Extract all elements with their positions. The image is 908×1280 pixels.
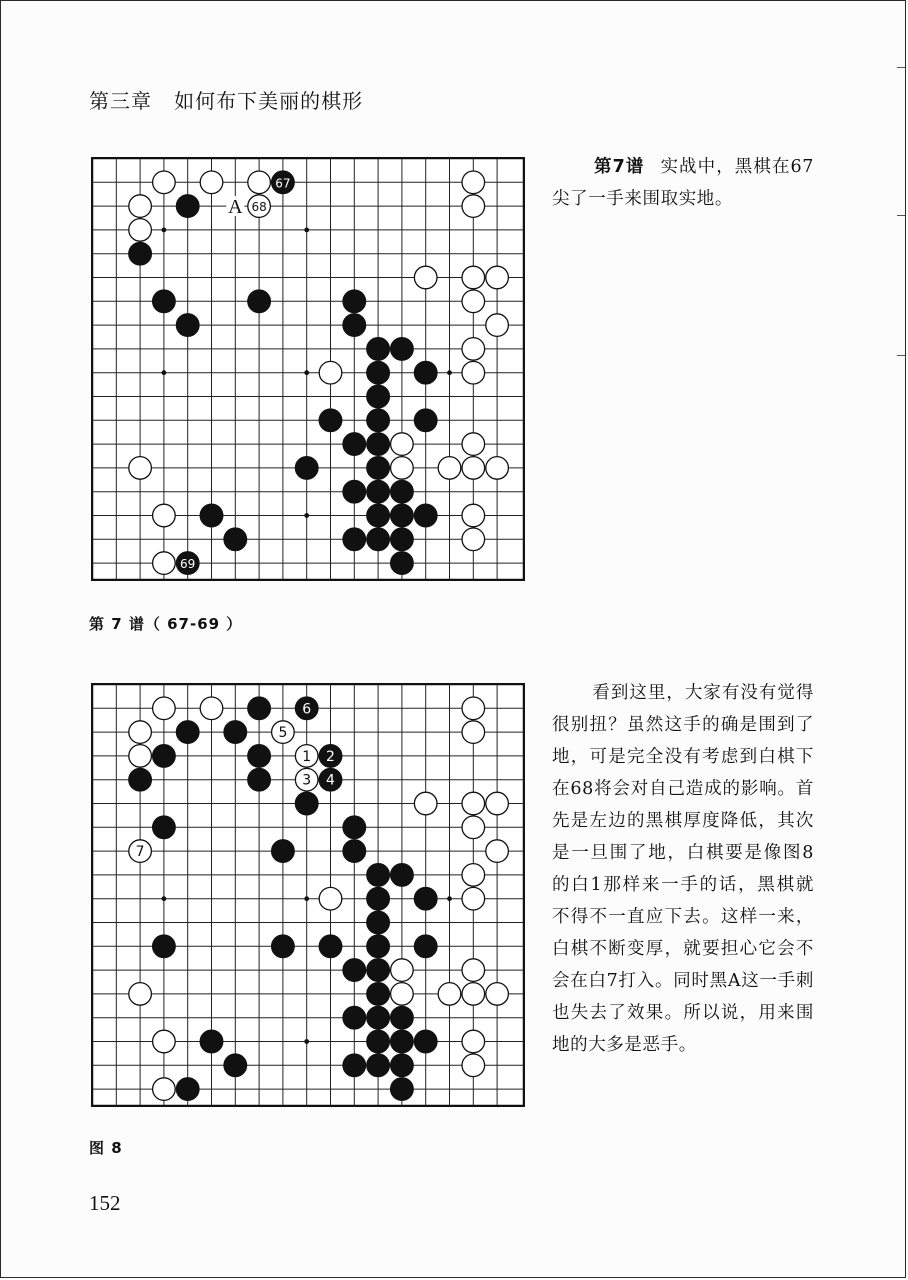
white-stone <box>391 433 414 456</box>
white-stone <box>462 959 485 982</box>
white-stone <box>486 792 509 815</box>
move-number: 7 <box>135 844 145 861</box>
black-stone <box>248 290 271 313</box>
black-stone <box>367 911 390 934</box>
black-stone <box>343 480 366 503</box>
white-stone <box>153 697 176 720</box>
white-stone <box>486 314 509 337</box>
move-number: 68 <box>251 200 267 215</box>
white-stone <box>462 721 485 744</box>
page-number: 152 <box>89 1191 121 1215</box>
black-stone <box>391 1006 414 1029</box>
black-stone <box>319 409 342 432</box>
black-stone <box>343 290 366 313</box>
black-stone <box>414 504 437 527</box>
white-stone <box>462 983 485 1006</box>
white-stone <box>153 1030 176 1053</box>
black-stone <box>391 338 414 361</box>
black-stone <box>343 1006 366 1029</box>
black-stone <box>153 290 176 313</box>
black-stone <box>367 1054 390 1077</box>
label-a: A <box>228 196 243 219</box>
move-number: 4 <box>326 772 335 789</box>
white-stone <box>462 290 485 313</box>
commentary-title: 第7谱 <box>594 157 645 177</box>
white-stone <box>248 171 271 194</box>
black-stone <box>129 768 152 791</box>
white-stone <box>129 457 152 480</box>
white-stone <box>486 983 509 1006</box>
move-number: 67 <box>275 176 291 191</box>
black-stone <box>343 1054 366 1077</box>
margin-tick <box>897 215 905 216</box>
black-stone <box>414 887 437 910</box>
black-stone <box>414 409 437 432</box>
white-stone <box>462 697 485 720</box>
black-stone <box>391 504 414 527</box>
star-point <box>304 1039 309 1044</box>
white-stone <box>462 171 485 194</box>
white-stone <box>153 1078 176 1101</box>
black-stone <box>343 433 366 456</box>
white-stone <box>129 195 152 218</box>
go-board-figure-7 <box>91 157 525 581</box>
black-stone <box>224 721 247 744</box>
white-stone <box>391 457 414 480</box>
commentary-text-2: 看到这里，大家有没有觉得很别扭？虽然这手的确是围到了地，可是完全没有考虑到白棋下在68将会对自己造成的影响。首先是左边的黑棋厚度降低，其次是一旦围了地，白棋要是像图8的白1那样来一手的话，黑棋就不得不一直应下去。这样一来，白棋不断变厚，就要担心它会不会在白7打入。同时黑A这一手刺也失去了效果。所以说，用来围地的大多是恶手。 <box>552 683 814 1055</box>
black-stone <box>153 745 176 768</box>
black-stone <box>343 959 366 982</box>
white-stone <box>153 552 176 575</box>
black-stone <box>367 457 390 480</box>
white-stone <box>414 266 437 289</box>
white-stone <box>462 816 485 839</box>
black-stone <box>367 864 390 887</box>
black-stone <box>224 1054 247 1077</box>
black-stone <box>343 840 366 863</box>
move-number: 6 <box>302 701 312 718</box>
black-stone <box>367 409 390 432</box>
black-stone <box>367 959 390 982</box>
commentary-figure-8 <box>552 677 814 1061</box>
black-stone <box>153 816 176 839</box>
black-stone <box>272 840 295 863</box>
move-number: 3 <box>302 772 312 789</box>
white-stone <box>129 745 152 768</box>
black-stone <box>343 816 366 839</box>
black-stone <box>367 433 390 456</box>
star-point <box>447 896 452 901</box>
black-stone <box>176 195 199 218</box>
move-number: 69 <box>180 557 196 572</box>
white-stone <box>129 721 152 744</box>
white-stone <box>462 361 485 384</box>
black-stone <box>414 1030 437 1053</box>
white-stone <box>438 457 461 480</box>
white-stone <box>200 171 223 194</box>
go-board-figure-8 <box>91 683 525 1107</box>
black-stone <box>367 528 390 551</box>
star-point <box>162 228 167 233</box>
white-stone <box>462 1030 485 1053</box>
black-stone <box>367 935 390 958</box>
black-stone <box>391 552 414 575</box>
white-stone <box>462 864 485 887</box>
white-stone <box>391 959 414 982</box>
white-stone <box>462 504 485 527</box>
star-point <box>304 370 309 375</box>
white-stone <box>462 887 485 910</box>
star-point <box>162 370 167 375</box>
commentary-text-1: 实战中，黑棋在67尖了一手来围取实地。 <box>552 157 814 209</box>
black-stone <box>129 242 152 265</box>
black-stone <box>200 1030 223 1053</box>
black-stone <box>319 935 342 958</box>
black-stone <box>367 480 390 503</box>
white-stone <box>462 528 485 551</box>
black-stone <box>343 314 366 337</box>
white-stone <box>319 887 342 910</box>
black-stone <box>295 792 318 815</box>
black-stone <box>343 528 366 551</box>
black-stone <box>367 361 390 384</box>
margin-tick <box>897 67 905 68</box>
black-stone <box>248 697 271 720</box>
star-point <box>304 228 309 233</box>
figure-7-caption: 第 7 谱（ 67-69 ） <box>89 615 243 633</box>
black-stone <box>248 745 271 768</box>
black-stone <box>272 935 295 958</box>
white-stone <box>438 983 461 1006</box>
black-stone <box>367 504 390 527</box>
white-stone <box>462 457 485 480</box>
black-stone <box>176 721 199 744</box>
black-stone <box>153 935 176 958</box>
white-stone <box>462 338 485 361</box>
chapter-title: 如何布下美丽的棋形 <box>174 89 364 113</box>
black-stone <box>248 768 271 791</box>
white-stone <box>462 433 485 456</box>
black-stone <box>295 457 318 480</box>
move-number: 2 <box>326 748 335 765</box>
black-stone <box>391 1030 414 1053</box>
black-stone <box>367 983 390 1006</box>
white-stone <box>153 504 176 527</box>
black-stone <box>176 314 199 337</box>
star-point <box>162 896 167 901</box>
white-stone <box>486 457 509 480</box>
chapter-number: 第三章 <box>89 89 152 113</box>
star-point <box>304 896 309 901</box>
move-number: 1 <box>302 748 312 765</box>
black-stone <box>200 504 223 527</box>
black-stone <box>367 887 390 910</box>
star-point <box>447 370 452 375</box>
move-number: 5 <box>278 725 288 742</box>
black-stone <box>367 1030 390 1053</box>
white-stone <box>129 983 152 1006</box>
margin-tick <box>897 355 905 356</box>
black-stone <box>391 528 414 551</box>
commentary-figure-7 <box>552 151 814 215</box>
black-stone <box>391 480 414 503</box>
white-stone <box>391 983 414 1006</box>
star-point <box>304 513 309 518</box>
black-stone <box>367 1006 390 1029</box>
white-stone <box>200 697 223 720</box>
white-stone <box>414 792 437 815</box>
black-stone <box>414 935 437 958</box>
white-stone <box>486 266 509 289</box>
black-stone <box>391 1078 414 1101</box>
white-stone <box>486 840 509 863</box>
figure-8-caption: 图 8 <box>89 1139 123 1157</box>
black-stone <box>367 338 390 361</box>
white-stone <box>462 1054 485 1077</box>
white-stone <box>462 792 485 815</box>
black-stone <box>224 528 247 551</box>
white-stone <box>153 171 176 194</box>
white-stone <box>462 266 485 289</box>
white-stone <box>319 361 342 384</box>
white-stone <box>129 219 152 242</box>
black-stone <box>367 385 390 408</box>
black-stone <box>414 361 437 384</box>
black-stone <box>176 1078 199 1101</box>
white-stone <box>462 195 485 218</box>
black-stone <box>391 864 414 887</box>
chapter-header <box>89 85 363 114</box>
black-stone <box>391 1054 414 1077</box>
